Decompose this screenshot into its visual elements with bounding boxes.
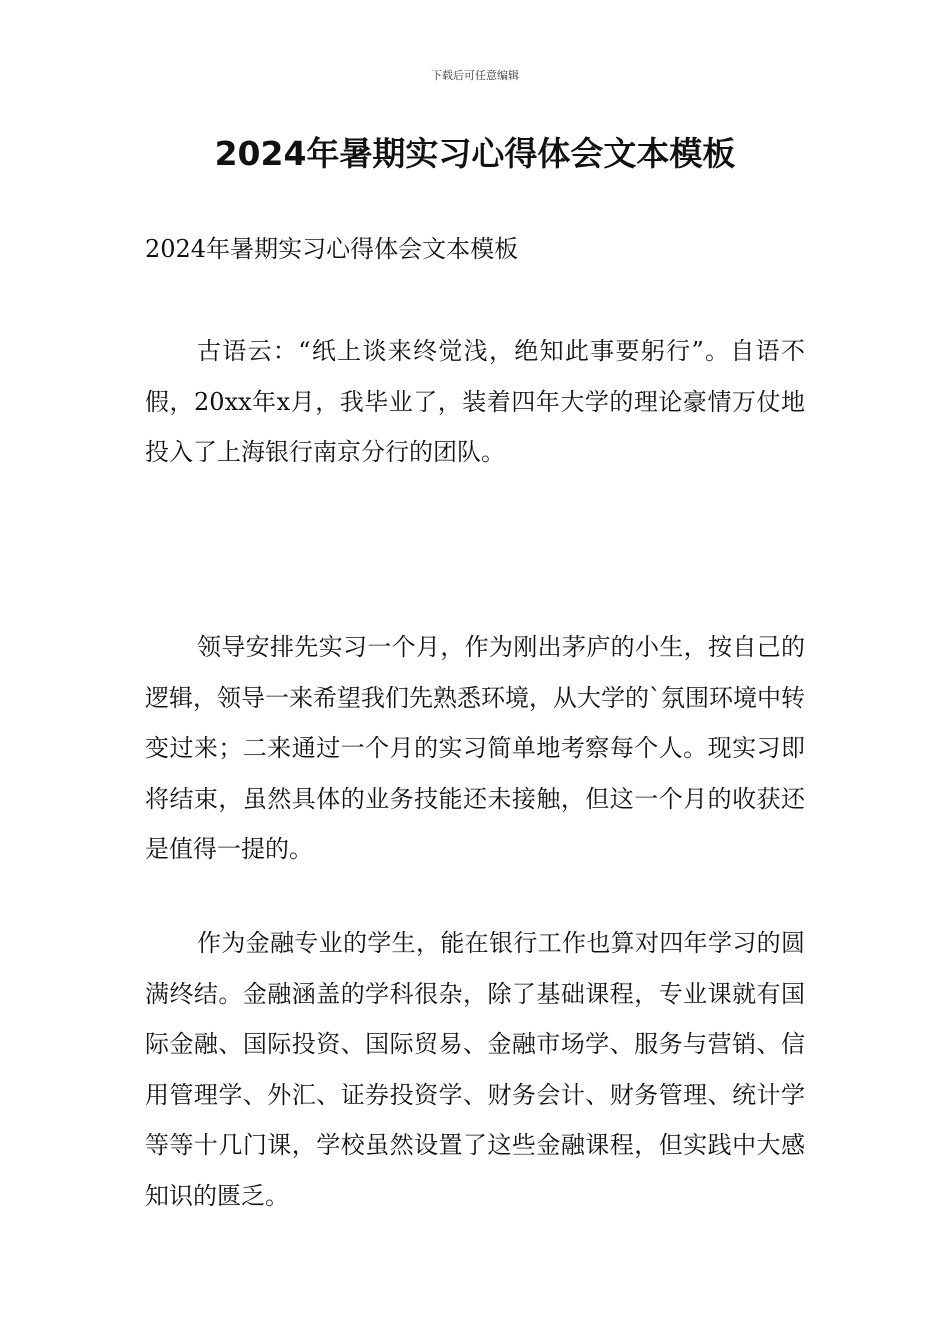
paragraph-1: 古语云：“纸上谈来终觉浅，绝知此事要躬行”。自语不假，20xx年x月，我毕业了，装着四年大学的理论豪情万仗地投入了上海银行南京分行的团队。	[145, 337, 805, 466]
document-subtitle: 2024年暑期实习心得体会文本模板	[145, 235, 519, 263]
page-header-note: 下载后可任意编辑	[431, 69, 519, 82]
paragraph-2: 领导安排先实习一个月，作为刚出茅庐的小生，按自己的逻辑，领导一来希望我们先熟悉环境，从大学的`氛围环境中转变过来；二来通过一个月的实习简单地考察每个人。现实习即将结束，虽然具体的业务技能还未接触，但这一个月的收获还是值得一提的。	[145, 633, 805, 863]
document-title: 2024年暑期实习心得体会文本模板	[214, 134, 736, 173]
paragraph-3: 作为金融专业的学生，能在银行工作也算对四年学习的圆满终结。金融涵盖的学科很杂，除了基础课程，专业课就有国际金融、国际投资、国际贸易、金融市场学、服务与营销、信用管理学、外汇、证券投资学、财务会计、财务管理、统计学等等十几门课，学校虽然设置了这些金融课程，但实践中大感知识的匮乏。	[145, 929, 805, 1210]
